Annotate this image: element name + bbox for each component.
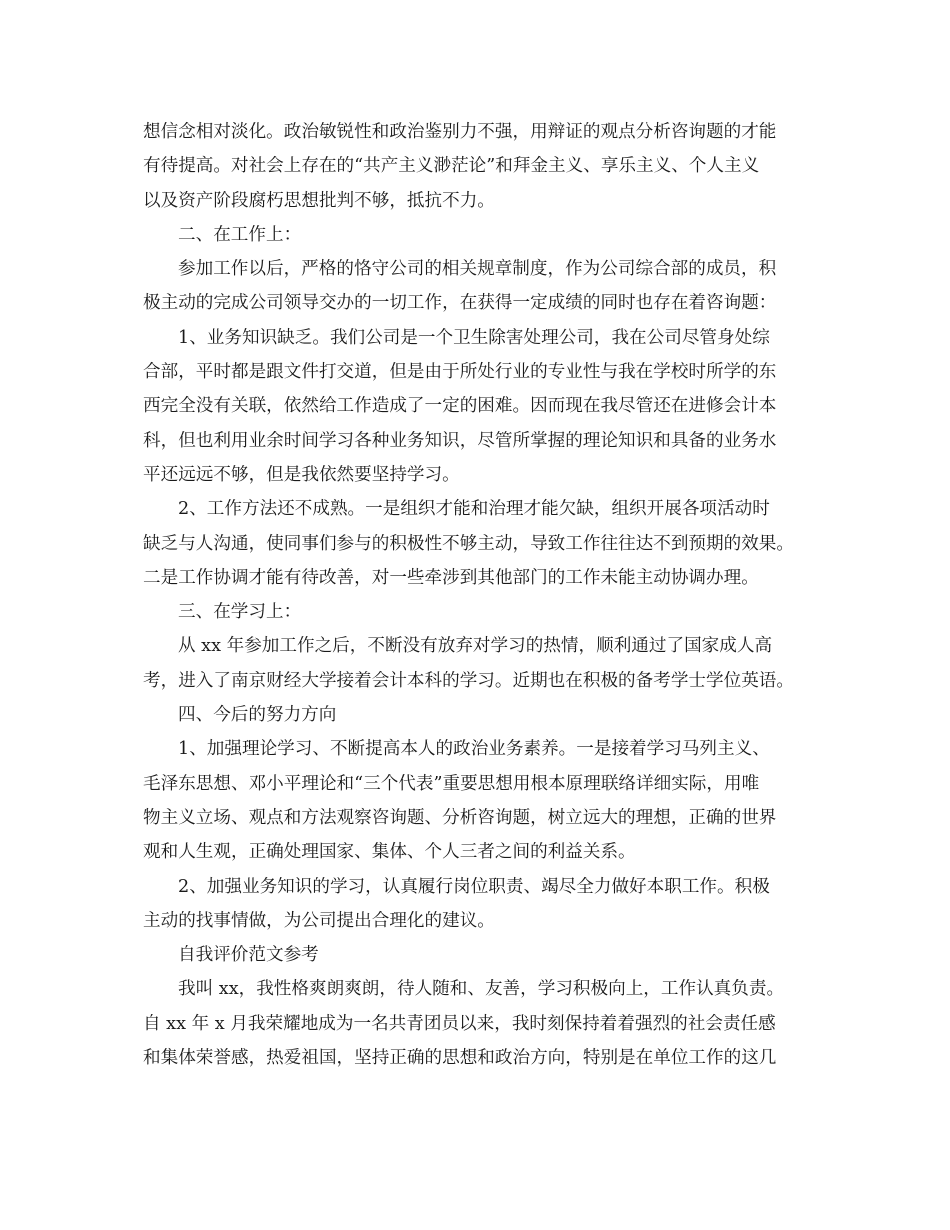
text-line: 观和人生观，正确处理国家、集体、个人三者之间的利益关系。 xyxy=(143,842,636,863)
text-line: 1、业务知识缺乏。我们公司是一个卫生除害处理公司，我在公司尽管身处综 xyxy=(178,327,770,348)
section-heading: 二、在工作上： xyxy=(178,224,302,245)
text-line: 从 xx 年参加工作之后，不断没有放弃对学习的热情，顺利通过了国家成人高 xyxy=(178,636,773,657)
text-line: 以及资产阶段腐朽思想批判不够，抵抗不力。 xyxy=(143,190,495,211)
section-heading: 自我评价范文参考 xyxy=(178,945,319,966)
section-heading: 四、今后的努力方向 xyxy=(178,705,337,726)
text-line: 和集体荣誉感，热爱祖国，坚持正确的思想和政治方向，特别是在单位工作的这几 xyxy=(143,1048,777,1069)
text-line: 2、加强业务知识的学习，认真履行岗位职责、竭尽全力做好本职工作。积极 xyxy=(178,876,770,897)
text-line: 主动的找事情做，为公司提出合理化的建议。 xyxy=(143,910,495,931)
text-line: 想信念相对淡化。政治敏锐性和政治鉴别力不强，用辩证的观点分析咨询题的才能 xyxy=(143,122,777,142)
text-line: 毛泽东思想、邓小平理论和“三个代表”重要思想用根本原理联络详细实际，用唯 xyxy=(143,773,760,794)
text-line: 西完全没有关联，依然给工作造成了一定的困难。因而现在我尽管还在进修会计本 xyxy=(143,396,777,417)
text-line: 科，但也利用业余时间学习各种业务知识，尽管所掌握的理论知识和具备的业务水 xyxy=(143,430,777,451)
text-line: 2、工作方法还不成熟。一是组织才能和治理才能欠缺，组织开展各项活动时 xyxy=(178,499,770,520)
text-line: 参加工作以后，严格的恪守公司的相关规章制度，作为公司综合部的成员，积 xyxy=(178,259,777,280)
text-line: 二是工作协调才能有待改善，对一些牵涉到其他部门的工作未能主动协调办理。 xyxy=(143,567,759,588)
text-line: 合部，平时都是跟文件打交道，但是由于所处行业的专业性与我在学校时所学的东 xyxy=(143,362,777,383)
document-body xyxy=(143,115,823,1075)
text-line: 缺乏与人沟通，使同事们参与的积极性不够主动，导致工作往往达不到预期的效果。 xyxy=(143,533,794,554)
text-line: 自 xx 年 x 月我荣耀地成为一名共青团员以来，我时刻保持着着强烈的社会责任感 xyxy=(143,1013,776,1034)
text-line: 考，进入了南京财经大学接着会计本科的学习。近期也在积极的备考学士学位英语。 xyxy=(143,670,794,691)
section-heading: 三、在学习上： xyxy=(178,602,302,623)
text-line: 平还远远不够，但是我依然要坚持学习。 xyxy=(143,464,460,485)
text-line: 有待提高。对社会上存在的“共产主义渺茫论”和拜金主义、享乐主义、个人主义 xyxy=(143,156,760,177)
text-line: 1、加强理论学习、不断提高本人的政治业务素养。一是接着学习马列主义、 xyxy=(178,739,770,760)
text-line: 我叫 xx，我性格爽朗爽朗，待人随和、友善，学习积极向上，工作认真负责。 xyxy=(178,979,785,1000)
text-line: 极主动的完成公司领导交办的一切工作，在获得一定成绩的同时也存在着咨询题： xyxy=(143,293,777,314)
text-line: 物主义立场、观点和方法观察咨询题、分析咨询题，树立远大的理想，正确的世界 xyxy=(143,807,777,828)
